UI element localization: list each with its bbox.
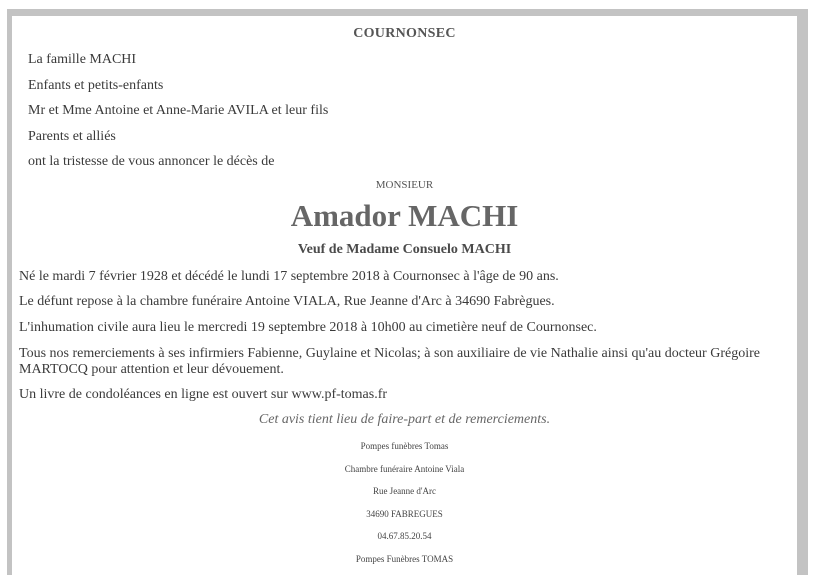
family-line: Parents et alliés [28, 128, 116, 144]
paragraph-birth-death: Né le mardi 7 février 1928 et décédé le lundi 17 septembre 2018 à Cournonsec à l'âge de 90 ans. [19, 269, 559, 284]
civility-label: MONSIEUR [375, 179, 434, 191]
funeral-home-footer [12, 440, 797, 575]
paragraph-condolences: Un livre de condoléances en ligne est ouvert sur www.pf-tomas.fr [19, 387, 388, 402]
paragraph-burial: L'inhumation civile aura lieu le mercredi 19 septembre 2018 à 10h00 au cimetière neuf de Cournonsec. [19, 320, 597, 335]
paragraph-thanks: Tous nos remerciements à ses infirmiers Fabienne, Guylaine et Nicolas; à son auxiliaire de vie Nathalie ainsi qu'au docteur Grégoire MARTOCQ pour attention et leur dévouement. [19, 346, 760, 377]
family-line: Enfants et petits-enfants [28, 77, 164, 93]
family-line: ont la tristesse de vous annoncer le décès de [28, 154, 275, 169]
footer-line: Chambre funéraire Antoine Viala [344, 463, 465, 474]
closing-line: Cet avis tient lieu de faire-part et de remerciements. [258, 412, 551, 427]
footer-line: 04.67.85.20.54 [377, 531, 432, 541]
footer-line: 34690 FABREGUES [366, 508, 443, 519]
family-line: Mr et Mme Antoine et Anne-Marie AVILA et leur fils [28, 103, 329, 118]
town-heading: COURNONSEC [353, 26, 456, 41]
deceased-name: Amador MACHI [290, 198, 519, 233]
footer-line: Rue Jeanne d'Arc [372, 486, 437, 496]
family-line: La famille MACHI [28, 52, 137, 67]
spouse-line: Veuf de Madame Consuelo MACHI [297, 242, 512, 257]
footer-line: Pompes Funèbres TOMAS [355, 553, 454, 564]
footer-line: Pompes funèbres Tomas [360, 441, 449, 451]
paragraph-rest-place: Le défunt repose à la chambre funéraire Antoine VIALA, Rue Jeanne d'Arc à 34690 Fabrègues. [19, 294, 555, 309]
obituary-notice [12, 16, 797, 578]
family-list [28, 47, 328, 175]
